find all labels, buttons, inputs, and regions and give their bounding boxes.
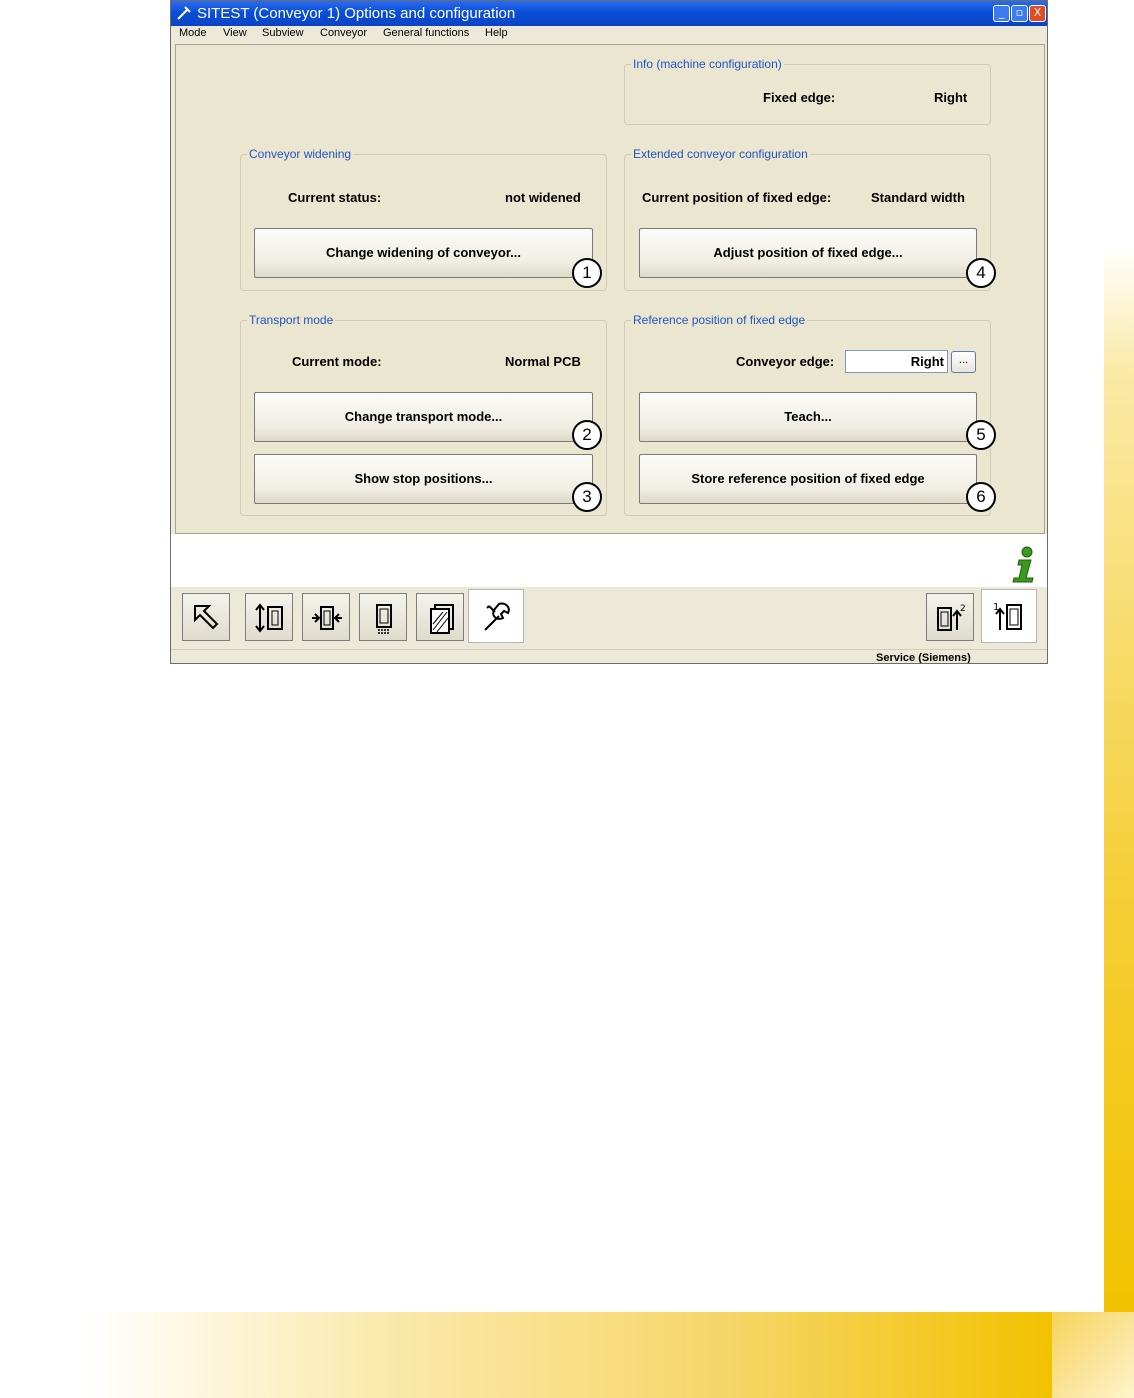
info-group bbox=[624, 57, 991, 125]
arrow-back-icon[interactable] bbox=[182, 593, 230, 641]
status-bar bbox=[171, 649, 1047, 664]
change-transport-mode-button[interactable]: Change transport mode... bbox=[254, 392, 593, 442]
current-mode-value: Normal PCB bbox=[505, 354, 581, 369]
menu-bar bbox=[171, 26, 1047, 43]
extended-configuration-title: Extended conveyor configuration bbox=[633, 147, 808, 161]
transport-mode-title: Transport mode bbox=[249, 313, 334, 327]
callout-badge-6: 6 bbox=[966, 482, 996, 512]
reference-position-title: Reference position of fixed edge bbox=[633, 313, 806, 327]
restore-button[interactable]: ▫ bbox=[1011, 5, 1028, 22]
conveyor-transport-icon[interactable] bbox=[245, 593, 293, 641]
change-widening-button[interactable]: Change widening of conveyor... bbox=[254, 228, 593, 278]
extended-configuration-group bbox=[624, 147, 991, 291]
conveyor-edge-label: Conveyor edge: bbox=[736, 354, 835, 369]
conveyor-widening-title: Conveyor widening bbox=[249, 147, 352, 161]
app-window bbox=[170, 0, 1048, 664]
minimize-button[interactable]: _ bbox=[993, 5, 1010, 22]
info-icon[interactable] bbox=[1007, 545, 1041, 585]
current-mode-label: Current mode: bbox=[292, 354, 382, 369]
store-reference-position-button[interactable]: Store reference position of fixed edge bbox=[639, 454, 977, 504]
transport-mode-group bbox=[240, 313, 607, 516]
close-button[interactable]: X bbox=[1029, 5, 1046, 22]
svg-text:1: 1 bbox=[993, 602, 1000, 613]
fixed-edge-value: Right bbox=[934, 90, 968, 105]
menu-subview[interactable]: Subview bbox=[262, 27, 304, 39]
status-user: Service (Siemens) bbox=[876, 652, 971, 664]
fixed-edge-label: Fixed edge: bbox=[763, 90, 836, 105]
conveyor-1-icon[interactable] bbox=[981, 589, 1037, 643]
current-status-label: Current status: bbox=[288, 190, 382, 205]
show-stop-positions-button[interactable]: Show stop positions... bbox=[254, 454, 593, 504]
callout-badge-1: 1 bbox=[572, 258, 602, 288]
app-logo-icon bbox=[176, 5, 192, 21]
fixed-edge-position-value: Standard width bbox=[871, 190, 965, 205]
menu-mode[interactable]: Mode bbox=[179, 27, 207, 39]
decorative-corner-gradient bbox=[1052, 1312, 1134, 1398]
main-panel bbox=[175, 44, 1045, 534]
reference-position-group bbox=[624, 313, 991, 516]
current-status-value: not widened bbox=[505, 190, 581, 205]
decorative-side-gradient bbox=[1104, 245, 1134, 1312]
menu-general-functions[interactable]: General functions bbox=[383, 27, 470, 39]
title-bar[interactable] bbox=[171, 1, 1047, 26]
callout-badge-2: 2 bbox=[572, 420, 602, 450]
decorative-bottom-gradient bbox=[0, 1312, 1052, 1398]
window-title: SITEST (Conveyor 1) Options and configuration bbox=[197, 5, 516, 22]
menu-view[interactable]: View bbox=[223, 27, 247, 39]
svg-text:2: 2 bbox=[960, 604, 966, 614]
fixed-edge-position-label: Current position of fixed edge: bbox=[642, 190, 832, 205]
service-wrench-icon[interactable] bbox=[468, 589, 524, 643]
callout-badge-4: 4 bbox=[966, 258, 996, 288]
adjust-fixed-edge-button[interactable]: Adjust position of fixed edge... bbox=[639, 228, 977, 278]
menu-help[interactable]: Help bbox=[485, 27, 508, 39]
callout-badge-5: 5 bbox=[966, 420, 996, 450]
callout-badge-3: 3 bbox=[572, 482, 602, 512]
info-group-title: Info (machine configuration) bbox=[633, 57, 782, 71]
conveyor-widening-icon[interactable] bbox=[302, 593, 350, 641]
message-area bbox=[171, 534, 1047, 587]
menu-conveyor[interactable]: Conveyor bbox=[320, 27, 368, 39]
conveyor-edge-field[interactable]: Right bbox=[845, 350, 948, 373]
conveyor-2-icon[interactable] bbox=[926, 593, 974, 641]
teach-button[interactable]: Teach... bbox=[639, 392, 977, 442]
conveyor-edge-browse-button[interactable]: ... bbox=[951, 351, 976, 373]
conveyor-widening-group bbox=[240, 147, 607, 291]
conveyor-layers-icon[interactable] bbox=[416, 593, 464, 641]
conveyor-board-icon[interactable] bbox=[359, 593, 407, 641]
